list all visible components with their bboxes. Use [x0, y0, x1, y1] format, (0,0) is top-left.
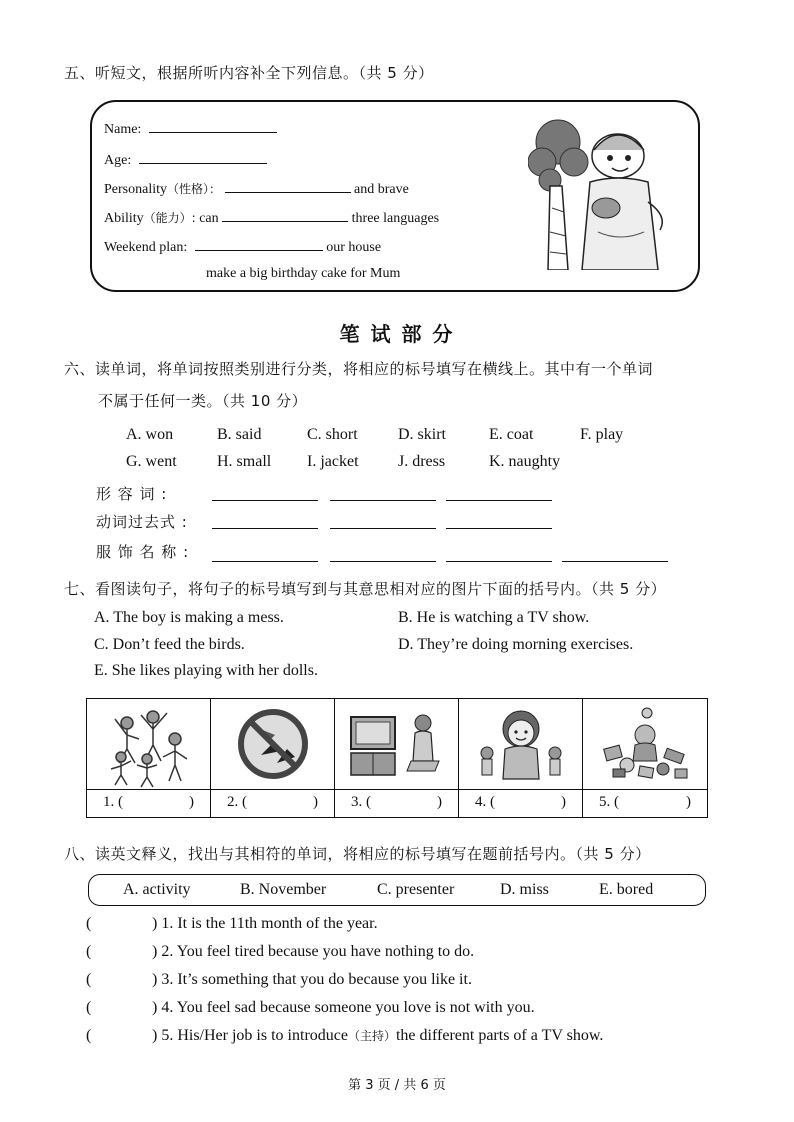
picture-cell-3 — [335, 699, 459, 817]
category-clothes-label: 服 饰 名 称 : — [96, 543, 190, 561]
sentence-c: C. Don’t feed the birds. — [94, 636, 245, 653]
past-tense-blank-2[interactable] — [330, 528, 436, 529]
clothes-blank-1[interactable] — [212, 561, 318, 562]
watching-tv-picture — [335, 699, 459, 789]
personality-blank[interactable] — [225, 178, 351, 193]
weekend-line2: make a big birthday cake for Mum — [206, 266, 401, 281]
picture-caption-3[interactable] — [335, 789, 458, 817]
word-option-activity: A. activity — [123, 881, 191, 898]
section6-title-line2: 不属于任何一类。（共 10 分） — [98, 392, 308, 410]
question-5-text-a: 5. His/Her job is to introduce — [161, 1027, 348, 1044]
exercise-picture — [87, 699, 211, 789]
section5-title: 五、听短文，根据所听内容补全下列信息。（共 5 分） — [64, 64, 434, 82]
name-blank[interactable] — [149, 118, 277, 133]
word-option-c: C. short — [307, 426, 358, 443]
question-3-text: 3. It’s something that you do because you like it. — [161, 971, 472, 988]
caption-5-close: ) — [686, 794, 691, 810]
section8-title: 八、读英文释义，找出与其相符的单词，将相应的标号填写在题前括号内。（共 5 分） — [64, 845, 651, 863]
answer-bracket-5-close: ) — [152, 1027, 158, 1044]
ability-cn: （能力）: — [143, 211, 196, 225]
answer-bracket-2[interactable]: ( — [86, 943, 92, 960]
past-tense-blank-1[interactable] — [212, 528, 318, 529]
sentence-d: D. They’re doing morning exercises. — [398, 636, 634, 653]
answer-bracket-2-close: ) — [152, 943, 158, 960]
section7-title: 七、看图读句子，将句子的标号填写到与其意思相对应的图片下面的括号内。（共 5 分） — [64, 580, 667, 598]
page-number: 第 3 页 / 共 6 页 — [348, 1078, 446, 1093]
picture-caption-1[interactable] — [87, 789, 210, 817]
question-5-text-b: the different parts of a TV show. — [395, 1027, 604, 1044]
past-tense-blank-3[interactable] — [446, 528, 552, 529]
age-row — [104, 149, 267, 169]
weekend-suffix: our house — [326, 240, 382, 255]
ability-blank[interactable] — [222, 207, 348, 222]
personality-label: Personality — [104, 182, 167, 197]
question-5-cn: （主持） — [347, 1029, 396, 1043]
question-4-text: 4. You feel sad because someone you love is not with you. — [161, 999, 535, 1016]
personality-cn: （性格）： — [167, 182, 222, 196]
answer-bracket-1[interactable]: ( — [86, 915, 92, 932]
sentence-a: A. The boy is making a mess. — [94, 609, 284, 626]
answer-bracket-3-close: ) — [152, 971, 158, 988]
no-feeding-birds-sign — [211, 699, 335, 789]
picture-table — [86, 698, 708, 818]
caption-1-open: 1. ( — [103, 794, 123, 810]
weekend-row — [104, 236, 381, 256]
section6-title-line1: 六、读单词，将单词按照类别进行分类，将相应的标号填写在横线上。其中有一个单词 — [64, 360, 654, 378]
question-1-text: 1. It is the 11th month of the year. — [161, 915, 378, 932]
picture-caption-5[interactable] — [583, 789, 707, 817]
personality-row — [104, 178, 409, 198]
age-blank[interactable] — [139, 149, 267, 164]
word-option-november: B. November — [240, 881, 327, 898]
word-option-bored: E. bored — [599, 881, 654, 898]
picture-caption-2[interactable] — [211, 789, 334, 817]
sentence-e: E. She likes playing with her dolls. — [94, 662, 318, 679]
name-label: Name: — [104, 122, 142, 137]
caption-3-close: ) — [437, 794, 442, 810]
name-row — [104, 118, 277, 138]
question-2-text: 2. You feel tired because you have nothing to do. — [161, 943, 475, 960]
word-option-a: A. won — [126, 426, 174, 443]
boy-making-mess-picture — [583, 699, 707, 789]
category-adjective-label: 形 容 词 : — [96, 485, 168, 503]
picture-caption-4[interactable] — [459, 789, 582, 817]
ability-row — [104, 207, 439, 227]
word-option-presenter: C. presenter — [377, 881, 455, 898]
caption-5-open: 5. ( — [599, 794, 619, 810]
personality-suffix: and brave — [354, 182, 409, 197]
weekend-blank[interactable] — [195, 236, 323, 251]
answer-bracket-3[interactable]: ( — [86, 971, 92, 988]
caption-4-open: 4. ( — [475, 794, 495, 810]
word-option-j: J. dress — [398, 453, 446, 470]
word-option-e: E. coat — [489, 426, 534, 443]
sentence-b: B. He is watching a TV show. — [398, 609, 590, 626]
picture-cell-4 — [459, 699, 583, 817]
word-option-i: I. jacket — [307, 453, 359, 470]
clothes-blank-4[interactable] — [562, 561, 668, 562]
clothes-blank-2[interactable] — [330, 561, 436, 562]
picture-cell-1 — [87, 699, 211, 817]
ability-suffix: three languages — [351, 211, 440, 226]
adjective-blank-3[interactable] — [446, 500, 552, 501]
word-option-b: B. said — [217, 426, 262, 443]
answer-bracket-5[interactable]: ( — [86, 1027, 92, 1044]
ability-prefix: can — [199, 211, 219, 226]
age-label: Age: — [104, 153, 132, 168]
word-option-k: K. naughty — [489, 453, 561, 470]
word-option-g: G. went — [126, 453, 177, 470]
picture-cell-2 — [211, 699, 335, 817]
word-option-f: F. play — [580, 426, 624, 443]
word-option-miss: D. miss — [500, 881, 549, 898]
caption-4-close: ) — [561, 794, 566, 810]
word-option-d: D. skirt — [398, 426, 446, 443]
caption-2-open: 2. ( — [227, 794, 247, 810]
answer-bracket-4-close: ) — [152, 999, 158, 1016]
picture-cell-5 — [583, 699, 707, 817]
clothes-blank-3[interactable] — [446, 561, 552, 562]
answer-bracket-1-close: ) — [152, 915, 158, 932]
weekend-label: Weekend plan: — [104, 240, 188, 255]
written-part-heading: 笔 试 部 分 — [339, 322, 455, 346]
word-option-h: H. small — [217, 453, 272, 470]
category-past-tense-label: 动词过去式 : — [96, 513, 188, 531]
answer-bracket-4[interactable]: ( — [86, 999, 92, 1016]
caption-3-open: 3. ( — [351, 794, 371, 810]
ability-label: Ability — [104, 211, 144, 226]
caption-1-close: ) — [189, 794, 194, 810]
adjective-blank-1[interactable] — [212, 500, 318, 501]
adjective-blank-2[interactable] — [330, 500, 436, 501]
girl-with-dolls-picture — [459, 699, 583, 789]
grandma-tree-illustration — [528, 112, 672, 270]
caption-2-close: ) — [313, 794, 318, 810]
